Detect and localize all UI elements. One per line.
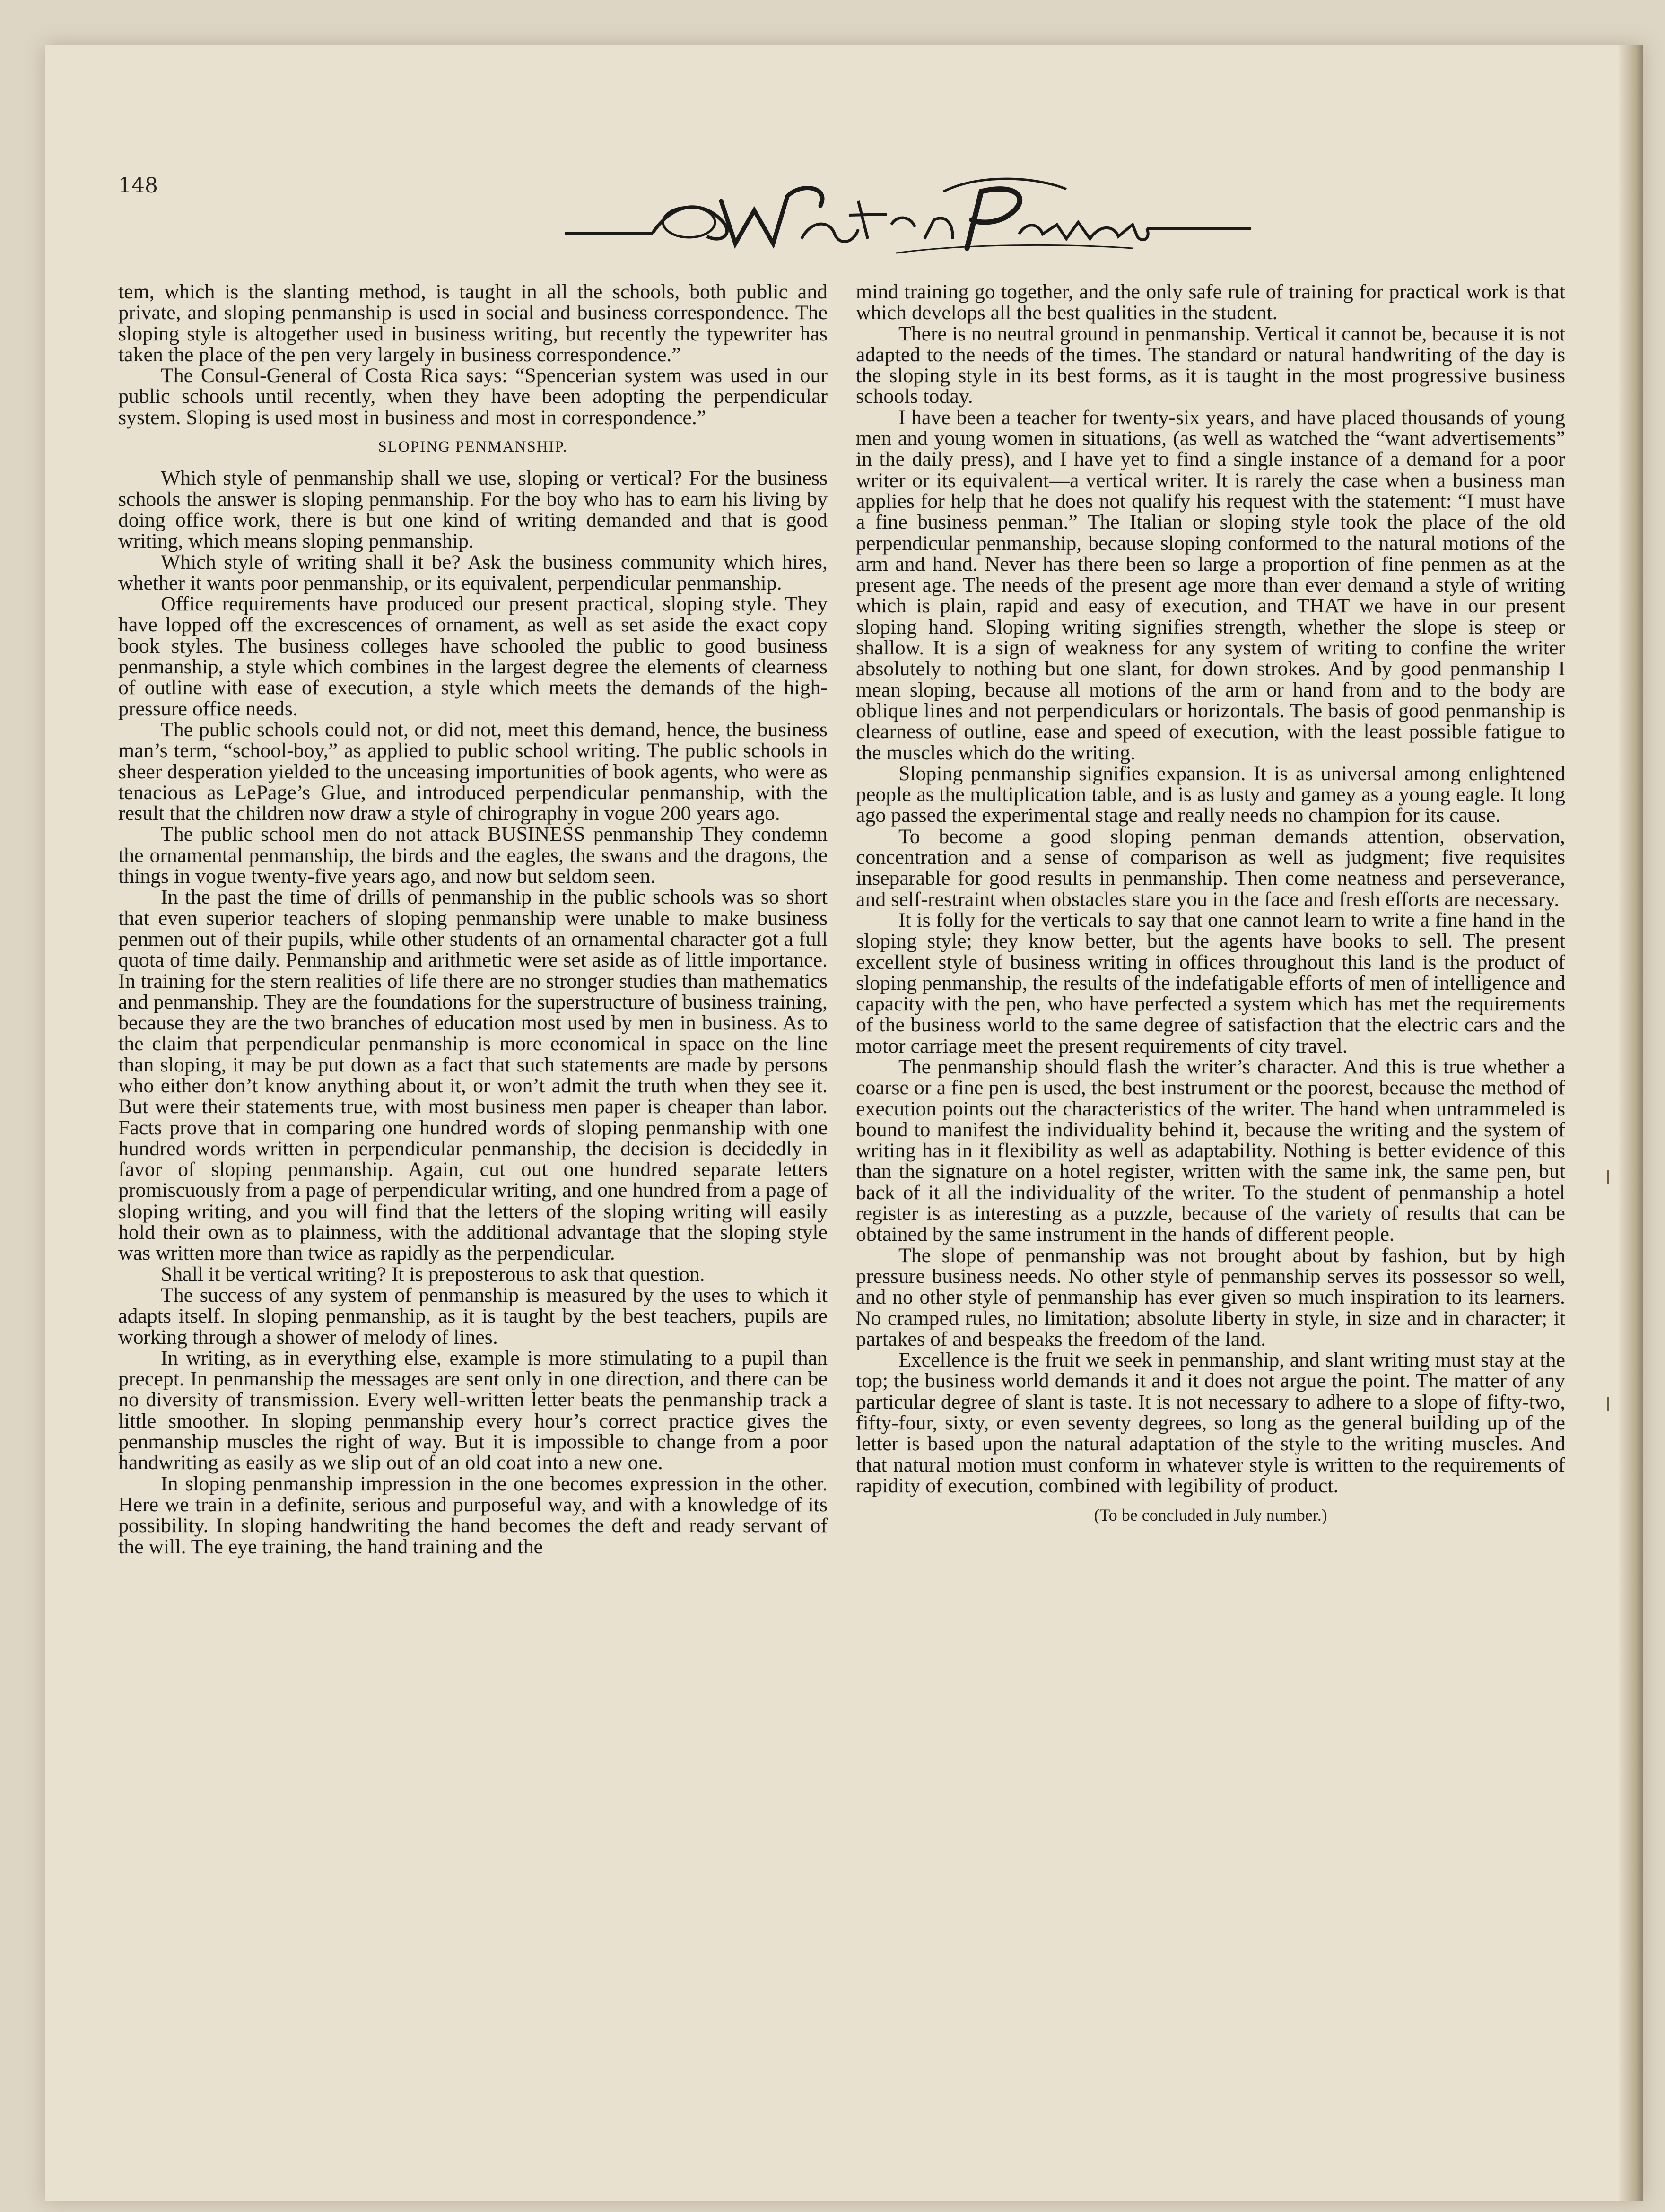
page-number: 148 — [118, 174, 158, 198]
continuation-note: (To be concluded in July number.) — [1094, 1506, 1327, 1525]
paragraph: The public schools could not, or did not, meet this demand, hence, the business man’s term, “school-boy,” as applied to public school writing. The public schools in sheer desperation yielded to the unceasing importunities of book agents, who were as tenacious as LePage’s Glue, and introduced perpendicular penmanship, with the result that the children now draw a style of chirography in vogue 200 years ago. — [118, 718, 828, 825]
section-heading: SLOPING PENMANSHIP. — [378, 438, 568, 456]
article-column-left — [118, 281, 828, 1557]
magazine-page — [45, 45, 1643, 2201]
article-column-right — [856, 281, 1565, 1526]
paragraph: The public school men do not attack BUSINESS penmanship They condemn the ornamental penmanship, the birds and the eagles, the swans and the dragons, the things in vogue twenty-five years ago, and now but seldom seen. — [118, 823, 828, 888]
paragraph: In sloping penmanship impression in the one becomes expression in the other. Here we train in a definite, serious and purposeful way, and with a knowledge of its possibility. In sloping handwriting the hand becomes the deft and ready servant of the will. The eye training, the hand training and the — [118, 1472, 828, 1558]
paragraph: Sloping penmanship signifies expansion. It is as universal among enlightened people as the multiplication table, and is as lusty and gamey as a young eagle. It long ago passed the experimental stage and really needs no champion for its cause. — [856, 762, 1565, 827]
paragraph: Excellence is the fruit we seek in penmanship, and slant writing must stay at the top; the business world demands it and it does not argue the point. The matter of any particular degree of slant is taste. It is not necessary to adhere to a slope of fifty-two, fifty-four, sixty, or even seventy degrees, so long as the general building up of the letter is based upon the natural adaptation of the style to the writing muscles. And that natural motion must conform in whatever style is written to the requirements of rapidity of execution, combined with legibility of product. — [856, 1349, 1565, 1497]
paragraph: It is folly for the verticals to say that one cannot learn to write a fine hand in the sloping style; they know better, but the agents have books to sell. The present excellent style of business writing in offices throughout this land is the product of sloping penmanship, the results of the indefatigable efforts of men of intelligence and capacity with the pen, who have perfected a system which has met the requirements of the business world to the same degree of satisfaction that the electric cars and the motor carriage meet the present requirements of city travel. — [856, 908, 1565, 1057]
paragraph: Office requirements have produced our present practical, sloping style. They have lopped off the excrescences of ornament, as well as set aside the exact copy book styles. The business colleges have schooled the public to good business penmanship, a style which combines in the largest degree the elements of clearness of outline with ease of execution, a style which meets the demands of the high-pressure office needs. — [118, 592, 828, 720]
paragraph: To become a good sloping penman demands attention, observation, concentration and a sense of comparison as well as judgment; five requisites inseparable for good results in penmanship. Then come neatness and perseverance, and self-restraint when obstacles stare you in the face and fresh efforts are necessary. — [856, 825, 1565, 911]
paragraph: mind training go together, and the only safe rule of training for practical work is that which develops all the best qualities in the student. — [856, 280, 1565, 324]
paragraph: tem, which is the slanting method, is taught in all the schools, both public and private, and sloping penmanship is used in social and business correspondence. The sloping style is altogether used in business writing, but recently the typewriter has taken the place of the pen very largely in business correspondence.” — [118, 280, 828, 366]
binding-mark — [1607, 1397, 1609, 1411]
paragraph: In the past the time of drills of penmanship in the public schools was so short that even superior teachers of sloping penmanship were unable to make business penmen out of their pupils, while other students of an ornamental character got a full quota of time daily. Penmanship and arithmetic were set aside as of little importance. In training for the stern realities of life there are no stronger studies than mathematics and penmanship. They are the foundations for the superstructure of business training, because they are the two branches of education most used by men in business. As to the claim that perpendicular penmanship is more economical in space on the line than sloping, it may be put down as a fact that such statements are made by persons who either don’t know anything about it, or won’t admit the truth when they see it. But were their statements true, with most business men paper is cheaper than labor. Facts prove that in comparing one hundred words of sloping penmanship with one hundred words written in perpendicular penmanship, the decision is decidedly in favor of sloping penmanship. Again, cut out one hundred separate letters promiscuously from a page of perpendicular writing, and one hundred from a page of sloping writing, and you will find that the letters of the sloping writing will easily hold their own as to plainness, with the additional advantage that the sloping style was written more than twice as rapidly as the perpendicular. — [118, 886, 828, 1265]
paragraph: The slope of penmanship was not brought about by fashion, but by high pressure business needs. No other style of penmanship serves its possessor so well, and no other style of penmanship has ever given so much inspiration to its learners. No cramped rules, no limitation; absolute liberty in style, in size and in character; it partakes of and bespeaks the freedom of the land. — [856, 1244, 1565, 1350]
paragraph: There is no neutral ground in penmanship. Vertical it cannot be, because it is not adapted to the needs of the times. The standard or natural handwriting of the day is the sloping style in its best forms, as it is taught in the most progressive business schools today. — [856, 322, 1565, 408]
paragraph: The Consul-General of Costa Rica says: “Spencerian system was used in our public schools until recently, when they have been adopting the perpendicular system. Sloping is used most in business and most in correspondence.” — [118, 364, 828, 429]
paragraph: Shall it be vertical writing? It is preposterous to ask that question. — [161, 1263, 705, 1286]
binding-mark — [1607, 1170, 1609, 1184]
paragraph: Which style of writing shall it be? Ask the business community which hires, whether it wants poor penmanship, or its equivalent, perpendicular penmanship. — [118, 550, 828, 594]
paragraph: The penmanship should flash the writer’s character. And this is true whether a coarse or a fine pen is used, the best instrument or the poorest, because the method of execution points out the characteristics of the writer. The hand when untrammeled is bound to manifest the individuality behind it, because the writing and the system of writing has in it flexibility as well as adaptability. Nothing is better evidence of this than the signature on a hotel register, written with the same ink, the same pen, but back of it all the individuality of the writer. To the student of penmanship a hotel register is as interesting as a puzzle, because of the variety of results that can be obtained by the same instrument in the hands of different people. — [856, 1055, 1565, 1246]
paragraph: The success of any system of penmanship is measured by the uses to which it adapts itself. In sloping penmanship, as it is taught by the best teachers, pupils are working through a shower of melody of lines. — [118, 1283, 828, 1349]
page-fold-shadow — [1617, 45, 1643, 2201]
paragraph: In writing, as in everything else, example is more stimulating to a pupil than precept. In penmanship the messages are sent only in one direction, and there can be no diversity of transmission. Every well-written letter beats the penmanship track a little smoother. In sloping penmanship every hour’s correct practice gives the penmanship muscles the right of way. But it is impossible to change from a poor handwriting as easily as we slip out of an old coat into a new one. — [118, 1346, 828, 1474]
paragraph: Which style of penmanship shall we use, sloping or vertical? For the business schools the answer is sloping penmanship. For the boy who has to earn his living by doing office work, there is but one kind of writing demanded and that is good writing, which means sloping penmanship. — [118, 467, 828, 553]
masthead-logo — [565, 173, 1251, 262]
paragraph: I have been a teacher for twenty-six years, and have placed thousands of young men and young women in situations, (as well as watched the “want advertisements” in the daily press), and I have yet to find a single instance of a demand for a poor writer or its equivalent—a vertical writer. It is rarely the case when a business man applies for help that he does not qualify his request with the statement: “I must have a fine business penman.” The Italian or sloping style took the place of the old perpendicular penmanship, because sloping conformed to the natural motions of the arm and hand. Never has there been so large a proportion of fine penmen as at the present age. The needs of the present age more than ever demand a style of writing which is plain, rapid and easy of execution, and THAT we have in our present sloping hand. Sloping writing signifies strength, whether the slope is steep or shallow. It is a sign of weakness for any system of writing to confine the writer absolutely to nothing but one slant, for down strokes. And by good penmanship I mean sloping, because all motions of the arm or hand from and to the body are oblique lines and not perpendiculars or horizontals. The basis of good penmanship is clearness of outline, ease and speed of execution, with the least possible fatigue to the muscles which do the writing. — [856, 406, 1565, 764]
